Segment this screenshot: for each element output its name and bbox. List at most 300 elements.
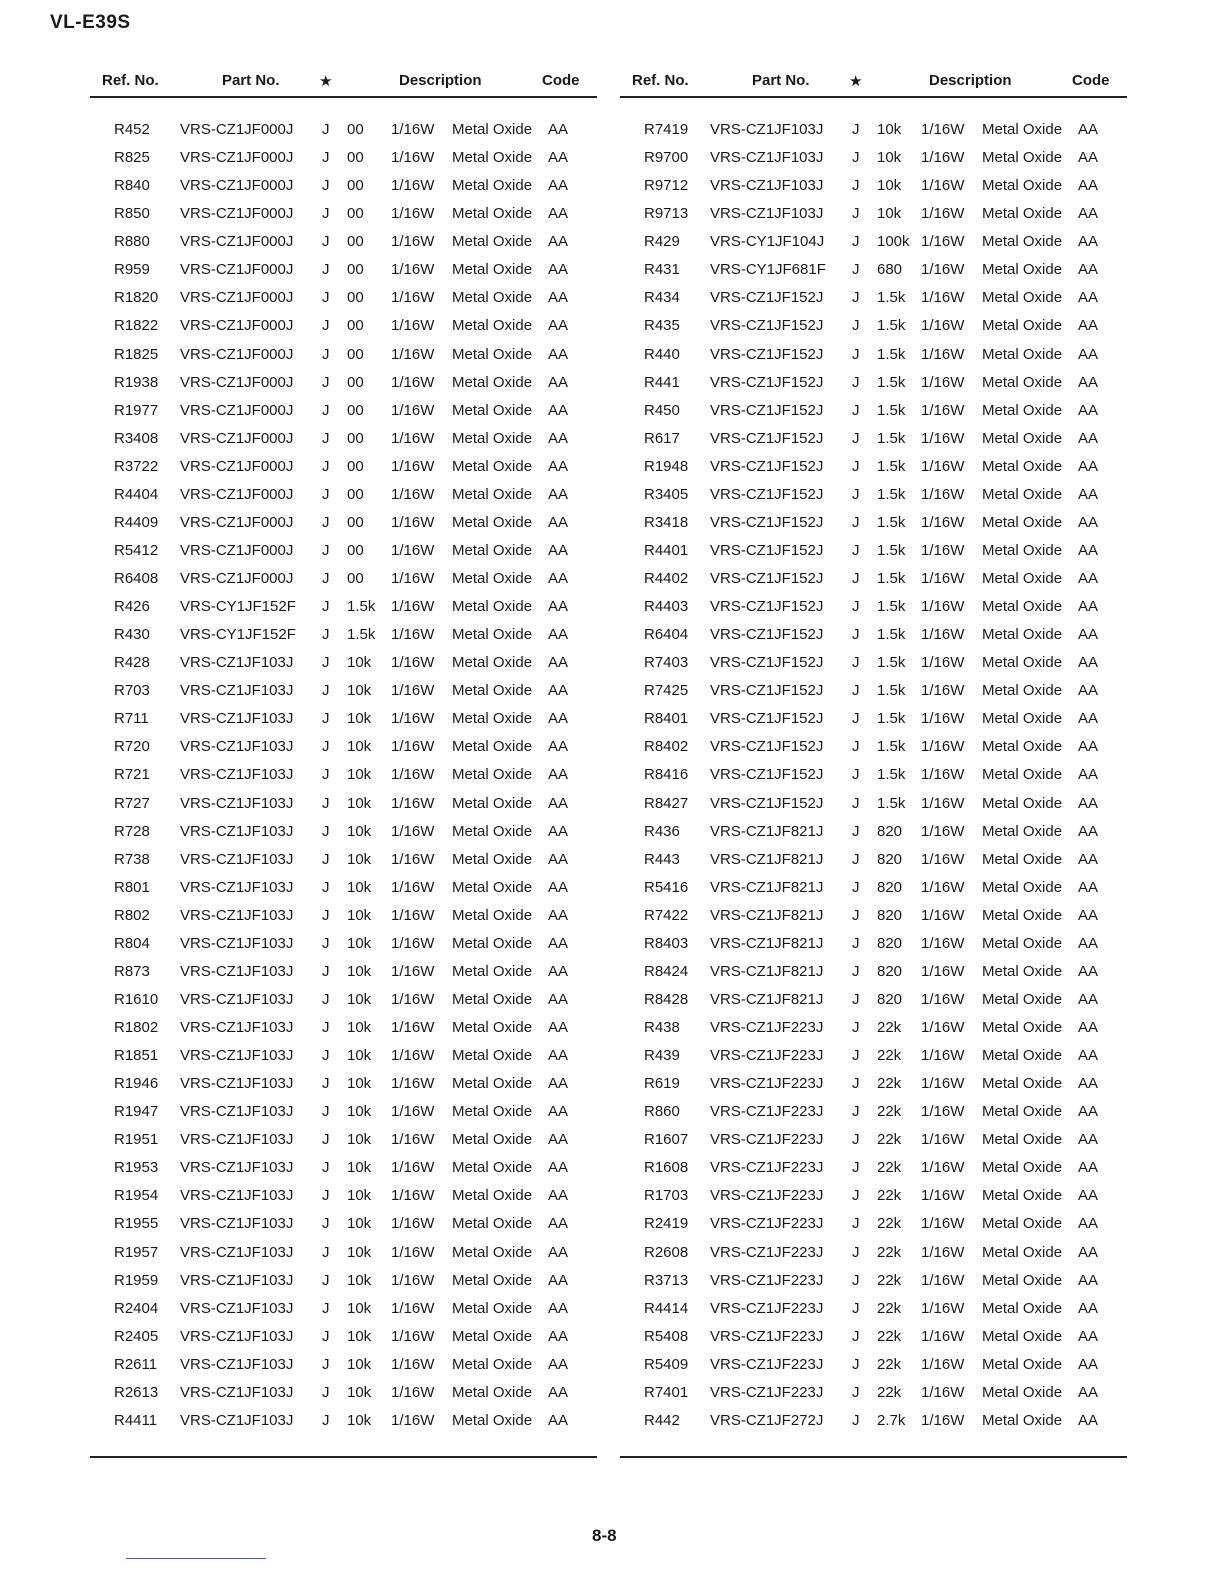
cell-part-no: VRS-CZ1JF103J <box>710 177 824 195</box>
table-row <box>620 1101 1127 1129</box>
table-row <box>90 400 597 428</box>
cell-description: Metal Oxide <box>982 1411 1063 1429</box>
cell-code: AA <box>1078 822 1099 840</box>
cell-wattage: 1/16W <box>921 1355 965 1373</box>
cell-code: AA <box>1078 1299 1099 1317</box>
cell-value: 820 <box>877 850 903 868</box>
cell-part-no: VRS-CZ1JF223J <box>710 1075 824 1093</box>
cell-wattage: 1/16W <box>391 1047 435 1065</box>
table-row <box>90 793 597 821</box>
cell-code: AA <box>548 1271 569 1289</box>
cell-code: AA <box>1078 906 1099 924</box>
cell-part-no: VRS-CZ1JF103J <box>710 121 824 138</box>
cell-ref-no: R4411 <box>114 1411 158 1429</box>
cell-code: AA <box>1078 1383 1099 1401</box>
cell-wattage: 1/16W <box>921 934 965 952</box>
cell-value: 10k <box>347 934 372 952</box>
cell-part-no: VRS-CZ1JF223J <box>710 1271 824 1289</box>
cell-code: AA <box>548 794 569 812</box>
cell-code: AA <box>548 1299 569 1317</box>
cell-code: AA <box>1078 401 1099 419</box>
cell-part-no: VRS-CZ1JF103J <box>180 1299 294 1317</box>
cell-ref-no: R4401 <box>644 541 689 559</box>
cell-code: AA <box>1078 878 1099 896</box>
cell-code: AA <box>1078 1411 1099 1429</box>
cell-wattage: 1/16W <box>921 149 965 167</box>
table-row <box>620 1045 1127 1073</box>
cell-code: AA <box>1078 1075 1099 1093</box>
cell-description: Metal Oxide <box>452 1047 533 1065</box>
cell-code: AA <box>548 710 569 728</box>
cell-wattage: 1/16W <box>921 373 965 391</box>
cell-value: 10k <box>347 850 372 868</box>
cell-rank: J <box>852 261 860 279</box>
cell-wattage: 1/16W <box>921 878 965 896</box>
cell-code: AA <box>1078 654 1099 672</box>
cell-value: 100k <box>877 233 910 251</box>
table-row <box>620 1129 1127 1157</box>
cell-part-no: VRS-CZ1JF103J <box>180 1187 294 1205</box>
cell-ref-no: R873 <box>114 962 150 980</box>
cell-ref-no: R3405 <box>644 485 689 503</box>
cell-wattage: 1/16W <box>391 1355 435 1373</box>
cell-value: 10k <box>347 1159 372 1177</box>
cell-code: AA <box>1078 345 1099 363</box>
cell-description: Metal Oxide <box>982 878 1063 896</box>
cell-description: Metal Oxide <box>452 766 533 784</box>
cell-wattage: 1/16W <box>391 261 435 279</box>
cell-part-no: VRS-CZ1JF821J <box>710 878 824 896</box>
cell-wattage: 1/16W <box>391 1411 435 1429</box>
cell-rank: J <box>322 429 330 447</box>
cell-code: AA <box>548 1187 569 1205</box>
cell-part-no: VRS-CZ1JF103J <box>180 710 294 728</box>
cell-ref-no: R443 <box>644 850 680 868</box>
cell-ref-no: R1959 <box>114 1271 159 1289</box>
cell-wattage: 1/16W <box>391 1187 435 1205</box>
table-row <box>90 259 597 287</box>
cell-part-no: VRS-CZ1JF000J <box>180 570 294 587</box>
cell-rank: J <box>322 1131 330 1149</box>
cell-value: 00 <box>347 317 364 335</box>
table-row <box>90 119 597 147</box>
cell-code: AA <box>548 878 569 896</box>
cell-ref-no: R1948 <box>644 457 689 475</box>
cell-description: Metal Oxide <box>982 429 1063 447</box>
cell-wattage: 1/16W <box>391 1131 435 1149</box>
cell-wattage: 1/16W <box>921 1159 965 1177</box>
cell-code: AA <box>548 766 569 784</box>
cell-description: Metal Oxide <box>452 177 533 195</box>
table-row <box>620 175 1127 203</box>
cell-ref-no: R5409 <box>644 1355 689 1373</box>
table-row <box>620 961 1127 989</box>
cell-ref-no: R5412 <box>114 541 159 559</box>
table-row <box>90 1073 597 1101</box>
table-row <box>90 147 597 175</box>
cell-code: AA <box>1078 289 1099 307</box>
cell-ref-no: R4403 <box>644 598 689 616</box>
cell-wattage: 1/16W <box>921 1019 965 1036</box>
cell-ref-no: R728 <box>114 822 150 840</box>
header-ref-no: Ref. No. <box>102 72 159 89</box>
cell-rank: J <box>322 570 330 587</box>
cell-wattage: 1/16W <box>391 1383 435 1401</box>
cell-description: Metal Oxide <box>982 401 1063 419</box>
cell-rank: J <box>852 738 860 756</box>
cell-code: AA <box>548 822 569 840</box>
cell-rank: J <box>322 261 330 279</box>
cell-description: Metal Oxide <box>452 1383 533 1401</box>
cell-description: Metal Oxide <box>452 429 533 447</box>
table-row <box>90 203 597 231</box>
cell-rank: J <box>852 233 860 251</box>
cell-wattage: 1/16W <box>391 317 435 335</box>
table-row <box>620 652 1127 680</box>
cell-ref-no: R442 <box>644 1411 680 1429</box>
cell-rank: J <box>322 1215 330 1233</box>
table-row <box>620 1326 1127 1354</box>
cell-part-no: VRS-CZ1JF152J <box>710 794 824 812</box>
header-code: Code <box>542 72 580 89</box>
cell-part-no: VRS-CZ1JF000J <box>180 345 294 363</box>
cell-value: 820 <box>877 990 903 1008</box>
cell-rank: J <box>322 990 330 1008</box>
cell-code: AA <box>548 261 569 279</box>
cell-part-no: VRS-CZ1JF152J <box>710 738 824 756</box>
cell-rank: J <box>322 1327 330 1345</box>
table-row <box>620 315 1127 343</box>
cell-part-no: VRS-CZ1JF152J <box>710 541 824 559</box>
cell-part-no: VRS-CZ1JF103J <box>180 1355 294 1373</box>
cell-part-no: VRS-CZ1JF152J <box>710 457 824 475</box>
cell-rank: J <box>852 541 860 559</box>
cell-description: Metal Oxide <box>452 934 533 952</box>
cell-description: Metal Oxide <box>452 1019 533 1036</box>
cell-ref-no: R4409 <box>114 513 159 531</box>
header-star: ★ <box>319 73 333 90</box>
table-row <box>620 708 1127 736</box>
cell-wattage: 1/16W <box>391 401 435 419</box>
cell-part-no: VRS-CZ1JF152J <box>710 317 824 335</box>
cell-description: Metal Oxide <box>982 121 1063 138</box>
table-row <box>620 456 1127 484</box>
cell-part-no: VRS-CZ1JF103J <box>180 1215 294 1233</box>
cell-ref-no: R7403 <box>644 654 689 672</box>
cell-value: 10k <box>347 1075 372 1093</box>
cell-wattage: 1/16W <box>921 682 965 700</box>
cell-rank: J <box>322 485 330 503</box>
footer-rule <box>90 1456 597 1458</box>
cell-value: 10k <box>347 766 372 784</box>
table-row <box>90 1354 597 1382</box>
cell-ref-no: R2613 <box>114 1383 159 1401</box>
cell-description: Metal Oxide <box>982 233 1063 251</box>
cell-rank: J <box>852 1383 860 1401</box>
cell-wattage: 1/16W <box>391 822 435 840</box>
cell-part-no: VRS-CZ1JF821J <box>710 934 824 952</box>
table-row <box>620 1185 1127 1213</box>
cell-rank: J <box>852 289 860 307</box>
table-row <box>90 905 597 933</box>
table-row <box>620 287 1127 315</box>
table-row <box>620 1298 1127 1326</box>
table-body <box>620 119 1127 1438</box>
cell-part-no: VRS-CZ1JF000J <box>180 317 294 335</box>
cell-part-no: VRS-CZ1JF223J <box>710 1327 824 1345</box>
cell-wattage: 1/16W <box>921 289 965 307</box>
cell-code: AA <box>548 177 569 195</box>
cell-value: 1.5k <box>877 345 906 363</box>
cell-value: 10k <box>347 1131 372 1149</box>
cell-ref-no: R440 <box>644 345 680 363</box>
cell-rank: J <box>852 990 860 1008</box>
cell-code: AA <box>548 962 569 980</box>
cell-rank: J <box>852 878 860 896</box>
cell-rank: J <box>852 850 860 868</box>
table-row <box>620 596 1127 624</box>
cell-ref-no: R1957 <box>114 1243 159 1261</box>
table-row <box>90 961 597 989</box>
cell-value: 10k <box>347 1383 372 1401</box>
cell-value: 820 <box>877 906 903 924</box>
cell-wattage: 1/16W <box>391 850 435 868</box>
cell-part-no: VRS-CZ1JF223J <box>710 1159 824 1177</box>
cell-ref-no: R617 <box>644 429 680 447</box>
cell-ref-no: R8427 <box>644 794 689 812</box>
cell-value: 1.5k <box>877 513 906 531</box>
cell-description: Metal Oxide <box>982 289 1063 307</box>
cell-value: 10k <box>877 177 902 195</box>
cell-value: 22k <box>877 1131 902 1149</box>
cell-code: AA <box>548 429 569 447</box>
table-row <box>620 231 1127 259</box>
cell-part-no: VRS-CZ1JF223J <box>710 1243 824 1261</box>
table-row <box>90 1045 597 1073</box>
table-header <box>620 72 1127 94</box>
cell-code: AA <box>1078 766 1099 784</box>
cell-value: 22k <box>877 1075 902 1093</box>
cell-code: AA <box>548 541 569 559</box>
header-ref-no: Ref. No. <box>632 72 689 89</box>
cell-value: 22k <box>877 1187 902 1205</box>
cell-value: 1.5k <box>877 429 906 447</box>
table-row <box>90 231 597 259</box>
cell-wattage: 1/16W <box>921 1075 965 1093</box>
table-row <box>90 1101 597 1129</box>
cell-wattage: 1/16W <box>921 850 965 868</box>
cell-value: 1.5k <box>877 289 906 307</box>
cell-ref-no: R1954 <box>114 1187 159 1205</box>
cell-value: 1.5k <box>347 598 376 616</box>
cell-part-no: VRS-CZ1JF103J <box>180 1159 294 1177</box>
cell-ref-no: R619 <box>644 1075 680 1093</box>
cell-description: Metal Oxide <box>452 541 533 559</box>
cell-description: Metal Oxide <box>452 962 533 980</box>
table-row <box>620 933 1127 961</box>
cell-code: AA <box>548 990 569 1008</box>
cell-value: 00 <box>347 513 364 531</box>
cell-code: AA <box>548 1215 569 1233</box>
cell-rank: J <box>322 906 330 924</box>
cell-rank: J <box>852 598 860 616</box>
table-row <box>90 821 597 849</box>
cell-ref-no: R801 <box>114 878 150 896</box>
cell-code: AA <box>548 1383 569 1401</box>
cell-ref-no: R430 <box>114 626 150 644</box>
margin-line <box>126 1558 266 1559</box>
cell-description: Metal Oxide <box>982 1019 1063 1036</box>
cell-wattage: 1/16W <box>921 1131 965 1149</box>
cell-rank: J <box>322 1411 330 1429</box>
cell-ref-no: R1610 <box>114 990 159 1008</box>
cell-rank: J <box>852 934 860 952</box>
cell-value: 22k <box>877 1047 902 1065</box>
cell-wattage: 1/16W <box>921 1327 965 1345</box>
cell-description: Metal Oxide <box>982 1131 1063 1149</box>
table-row <box>620 905 1127 933</box>
cell-value: 22k <box>877 1159 902 1177</box>
cell-description: Metal Oxide <box>982 1075 1063 1093</box>
cell-part-no: VRS-CZ1JF103J <box>180 1075 294 1093</box>
cell-rank: J <box>322 878 330 896</box>
cell-part-no: VRS-CZ1JF103J <box>180 794 294 812</box>
cell-ref-no: R8403 <box>644 934 689 952</box>
cell-value: 22k <box>877 1271 902 1289</box>
cell-wattage: 1/16W <box>391 934 435 952</box>
cell-wattage: 1/16W <box>391 1215 435 1233</box>
cell-ref-no: R439 <box>644 1047 680 1065</box>
cell-code: AA <box>548 626 569 644</box>
footer-rule <box>620 1456 1127 1458</box>
cell-wattage: 1/16W <box>921 429 965 447</box>
cell-ref-no: R703 <box>114 682 150 700</box>
cell-value: 10k <box>347 794 372 812</box>
cell-part-no: VRS-CZ1JF000J <box>180 289 294 307</box>
cell-rank: J <box>322 1019 330 1036</box>
cell-ref-no: R7419 <box>644 121 689 138</box>
cell-ref-no: R1947 <box>114 1103 159 1121</box>
cell-ref-no: R1955 <box>114 1215 159 1233</box>
cell-ref-no: R860 <box>644 1103 680 1121</box>
cell-ref-no: R4402 <box>644 570 689 587</box>
cell-description: Metal Oxide <box>452 205 533 223</box>
table-row <box>620 1017 1127 1045</box>
cell-description: Metal Oxide <box>982 682 1063 700</box>
cell-ref-no: R1938 <box>114 373 159 391</box>
cell-part-no: VRS-CZ1JF152J <box>710 766 824 784</box>
cell-ref-no: R720 <box>114 738 150 756</box>
cell-part-no: VRS-CZ1JF103J <box>180 1411 294 1429</box>
cell-part-no: VRS-CZ1JF821J <box>710 822 824 840</box>
cell-value: 10k <box>347 654 372 672</box>
cell-value: 00 <box>347 205 364 223</box>
cell-rank: J <box>322 1243 330 1261</box>
cell-rank: J <box>852 1131 860 1149</box>
table-row <box>620 1382 1127 1410</box>
cell-value: 10k <box>347 962 372 980</box>
cell-value: 22k <box>877 1215 902 1233</box>
table-row <box>620 764 1127 792</box>
table-row <box>620 680 1127 708</box>
cell-value: 22k <box>877 1299 902 1317</box>
table-row <box>620 1354 1127 1382</box>
cell-wattage: 1/16W <box>391 1075 435 1093</box>
cell-description: Metal Oxide <box>452 1187 533 1205</box>
cell-wattage: 1/16W <box>391 794 435 812</box>
cell-value: 1.5k <box>877 766 906 784</box>
cell-value: 22k <box>877 1019 902 1036</box>
table-row <box>90 764 597 792</box>
table-row <box>620 372 1127 400</box>
cell-part-no: VRS-CZ1JF103J <box>180 962 294 980</box>
cell-description: Metal Oxide <box>452 1355 533 1373</box>
cell-rank: J <box>322 626 330 644</box>
cell-value: 1.5k <box>877 401 906 419</box>
cell-description: Metal Oxide <box>452 485 533 503</box>
cell-description: Metal Oxide <box>982 1355 1063 1373</box>
header-description: Description <box>929 72 1012 89</box>
cell-description: Metal Oxide <box>982 710 1063 728</box>
table-row <box>90 568 597 596</box>
table-row <box>620 849 1127 877</box>
table-row <box>90 428 597 456</box>
cell-value: 10k <box>347 878 372 896</box>
cell-code: AA <box>1078 1131 1099 1149</box>
cell-code: AA <box>548 682 569 700</box>
cell-part-no: VRS-CZ1JF152J <box>710 598 824 616</box>
cell-wattage: 1/16W <box>391 570 435 587</box>
cell-ref-no: R1946 <box>114 1075 159 1093</box>
cell-part-no: VRS-CZ1JF223J <box>710 1355 824 1373</box>
cell-wattage: 1/16W <box>391 121 435 138</box>
cell-rank: J <box>852 1327 860 1345</box>
cell-code: AA <box>548 345 569 363</box>
cell-part-no: VRS-CZ1JF223J <box>710 1131 824 1149</box>
cell-ref-no: R6404 <box>644 626 689 644</box>
cell-part-no: VRS-CZ1JF152J <box>710 570 824 587</box>
cell-code: AA <box>1078 261 1099 279</box>
cell-wattage: 1/16W <box>391 1299 435 1317</box>
cell-value: 820 <box>877 934 903 952</box>
cell-wattage: 1/16W <box>921 261 965 279</box>
cell-code: AA <box>1078 485 1099 503</box>
cell-ref-no: R2404 <box>114 1299 159 1317</box>
cell-value: 10k <box>347 1271 372 1289</box>
table-row <box>90 315 597 343</box>
cell-description: Metal Oxide <box>452 850 533 868</box>
cell-rank: J <box>322 401 330 419</box>
cell-description: Metal Oxide <box>982 626 1063 644</box>
cell-description: Metal Oxide <box>452 121 533 138</box>
cell-description: Metal Oxide <box>982 906 1063 924</box>
cell-value: 820 <box>877 822 903 840</box>
cell-rank: J <box>852 626 860 644</box>
table-row <box>90 680 597 708</box>
cell-part-no: VRS-CZ1JF223J <box>710 1383 824 1401</box>
cell-description: Metal Oxide <box>982 177 1063 195</box>
cell-part-no: VRS-CZ1JF103J <box>180 682 294 700</box>
cell-ref-no: R8402 <box>644 738 689 756</box>
cell-ref-no: R8401 <box>644 710 689 728</box>
cell-description: Metal Oxide <box>982 1159 1063 1177</box>
cell-rank: J <box>852 177 860 195</box>
cell-rank: J <box>852 710 860 728</box>
cell-rank: J <box>852 373 860 391</box>
cell-part-no: VRS-CZ1JF152J <box>710 401 824 419</box>
cell-ref-no: R7422 <box>644 906 689 924</box>
cell-ref-no: R1703 <box>644 1187 689 1205</box>
